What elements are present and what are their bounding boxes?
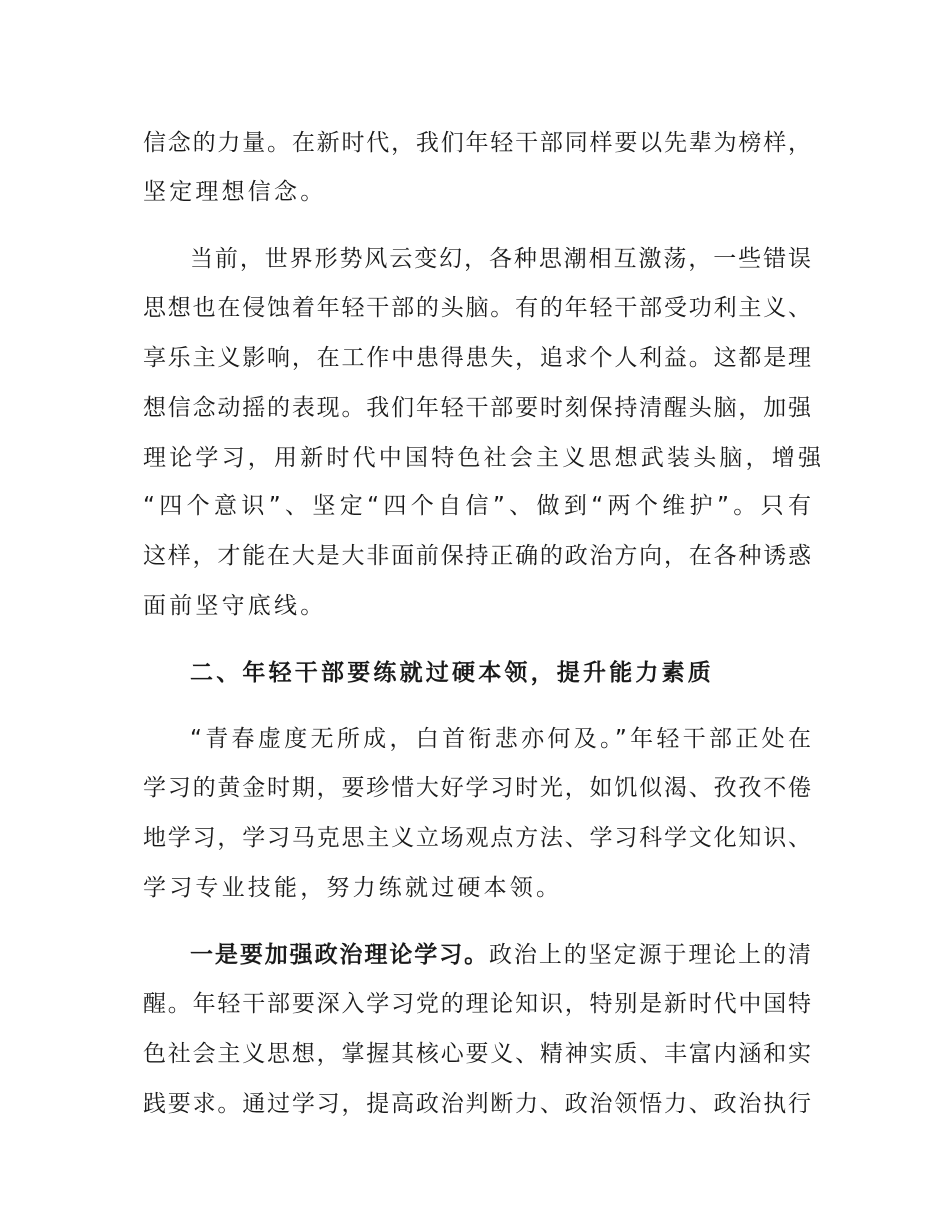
paragraph-line: 理论学习，用新时代中国特色社会主义思想武装头脑，增强 — [143, 445, 825, 471]
paragraph-line: 思想也在侵蚀着年轻干部的头脑。有的年轻干部受功利主义、 — [143, 295, 811, 321]
paragraph-line: 想信念动摇的表现。我们年轻干部要时刻保持清醒头脑，加强 — [143, 395, 811, 421]
paragraph-line: 当前，世界形势风云变幻，各种思潮相互激荡，一些错误 — [190, 246, 811, 272]
paragraph-line: 信念的力量。在新时代，我们年轻干部同样要以先辈为榜样， — [143, 130, 811, 156]
paragraph-line: 坚定理想信念。 — [143, 179, 327, 205]
paragraph-line: 学习专业技能，努力练就过硬本领。 — [143, 875, 563, 901]
paragraph-line — [190, 940, 811, 970]
paragraph-line: 学习的黄金时期，要珍惜大好学习时光，如饥似渴、孜孜不倦 — [143, 775, 811, 801]
paragraph-line: 面前坚守底线。 — [143, 593, 327, 619]
paragraph-line: 色社会主义思想，掌握其核心要义、精神实质、丰富内涵和实 — [143, 1041, 811, 1067]
paragraph-line: 享乐主义影响，在工作中患得患失，追求个人利益。这都是理 — [143, 345, 811, 371]
paragraph-line: 醒。年轻干部要深入学习党的理论知识，特别是新时代中国特 — [143, 991, 811, 1017]
bold-lead: 一是要加强政治理论学习。 — [190, 942, 489, 968]
paragraph-line: 地学习，学习马克思主义立场观点方法、学习科学文化知识、 — [143, 825, 811, 851]
paragraph-line: “青春虚度无所成，白首衔悲亦何及。”年轻干部正处在 — [190, 726, 811, 752]
paragraph-line: “四个意识”、坚定“四个自信”、做到“两个维护”。只有 — [143, 493, 811, 519]
paragraph-text: 政治上的坚定源于理论上的清 — [489, 942, 812, 968]
section-heading: 二、年轻干部要练就过硬本领，提升能力素质 — [190, 660, 714, 686]
paragraph-line: 践要求。通过学习，提高政治判断力、政治领悟力、政治执行 — [143, 1091, 811, 1117]
paragraph-line: 这样，才能在大是大非面前保持正确的政治方向，在各种诱惑 — [143, 543, 811, 569]
